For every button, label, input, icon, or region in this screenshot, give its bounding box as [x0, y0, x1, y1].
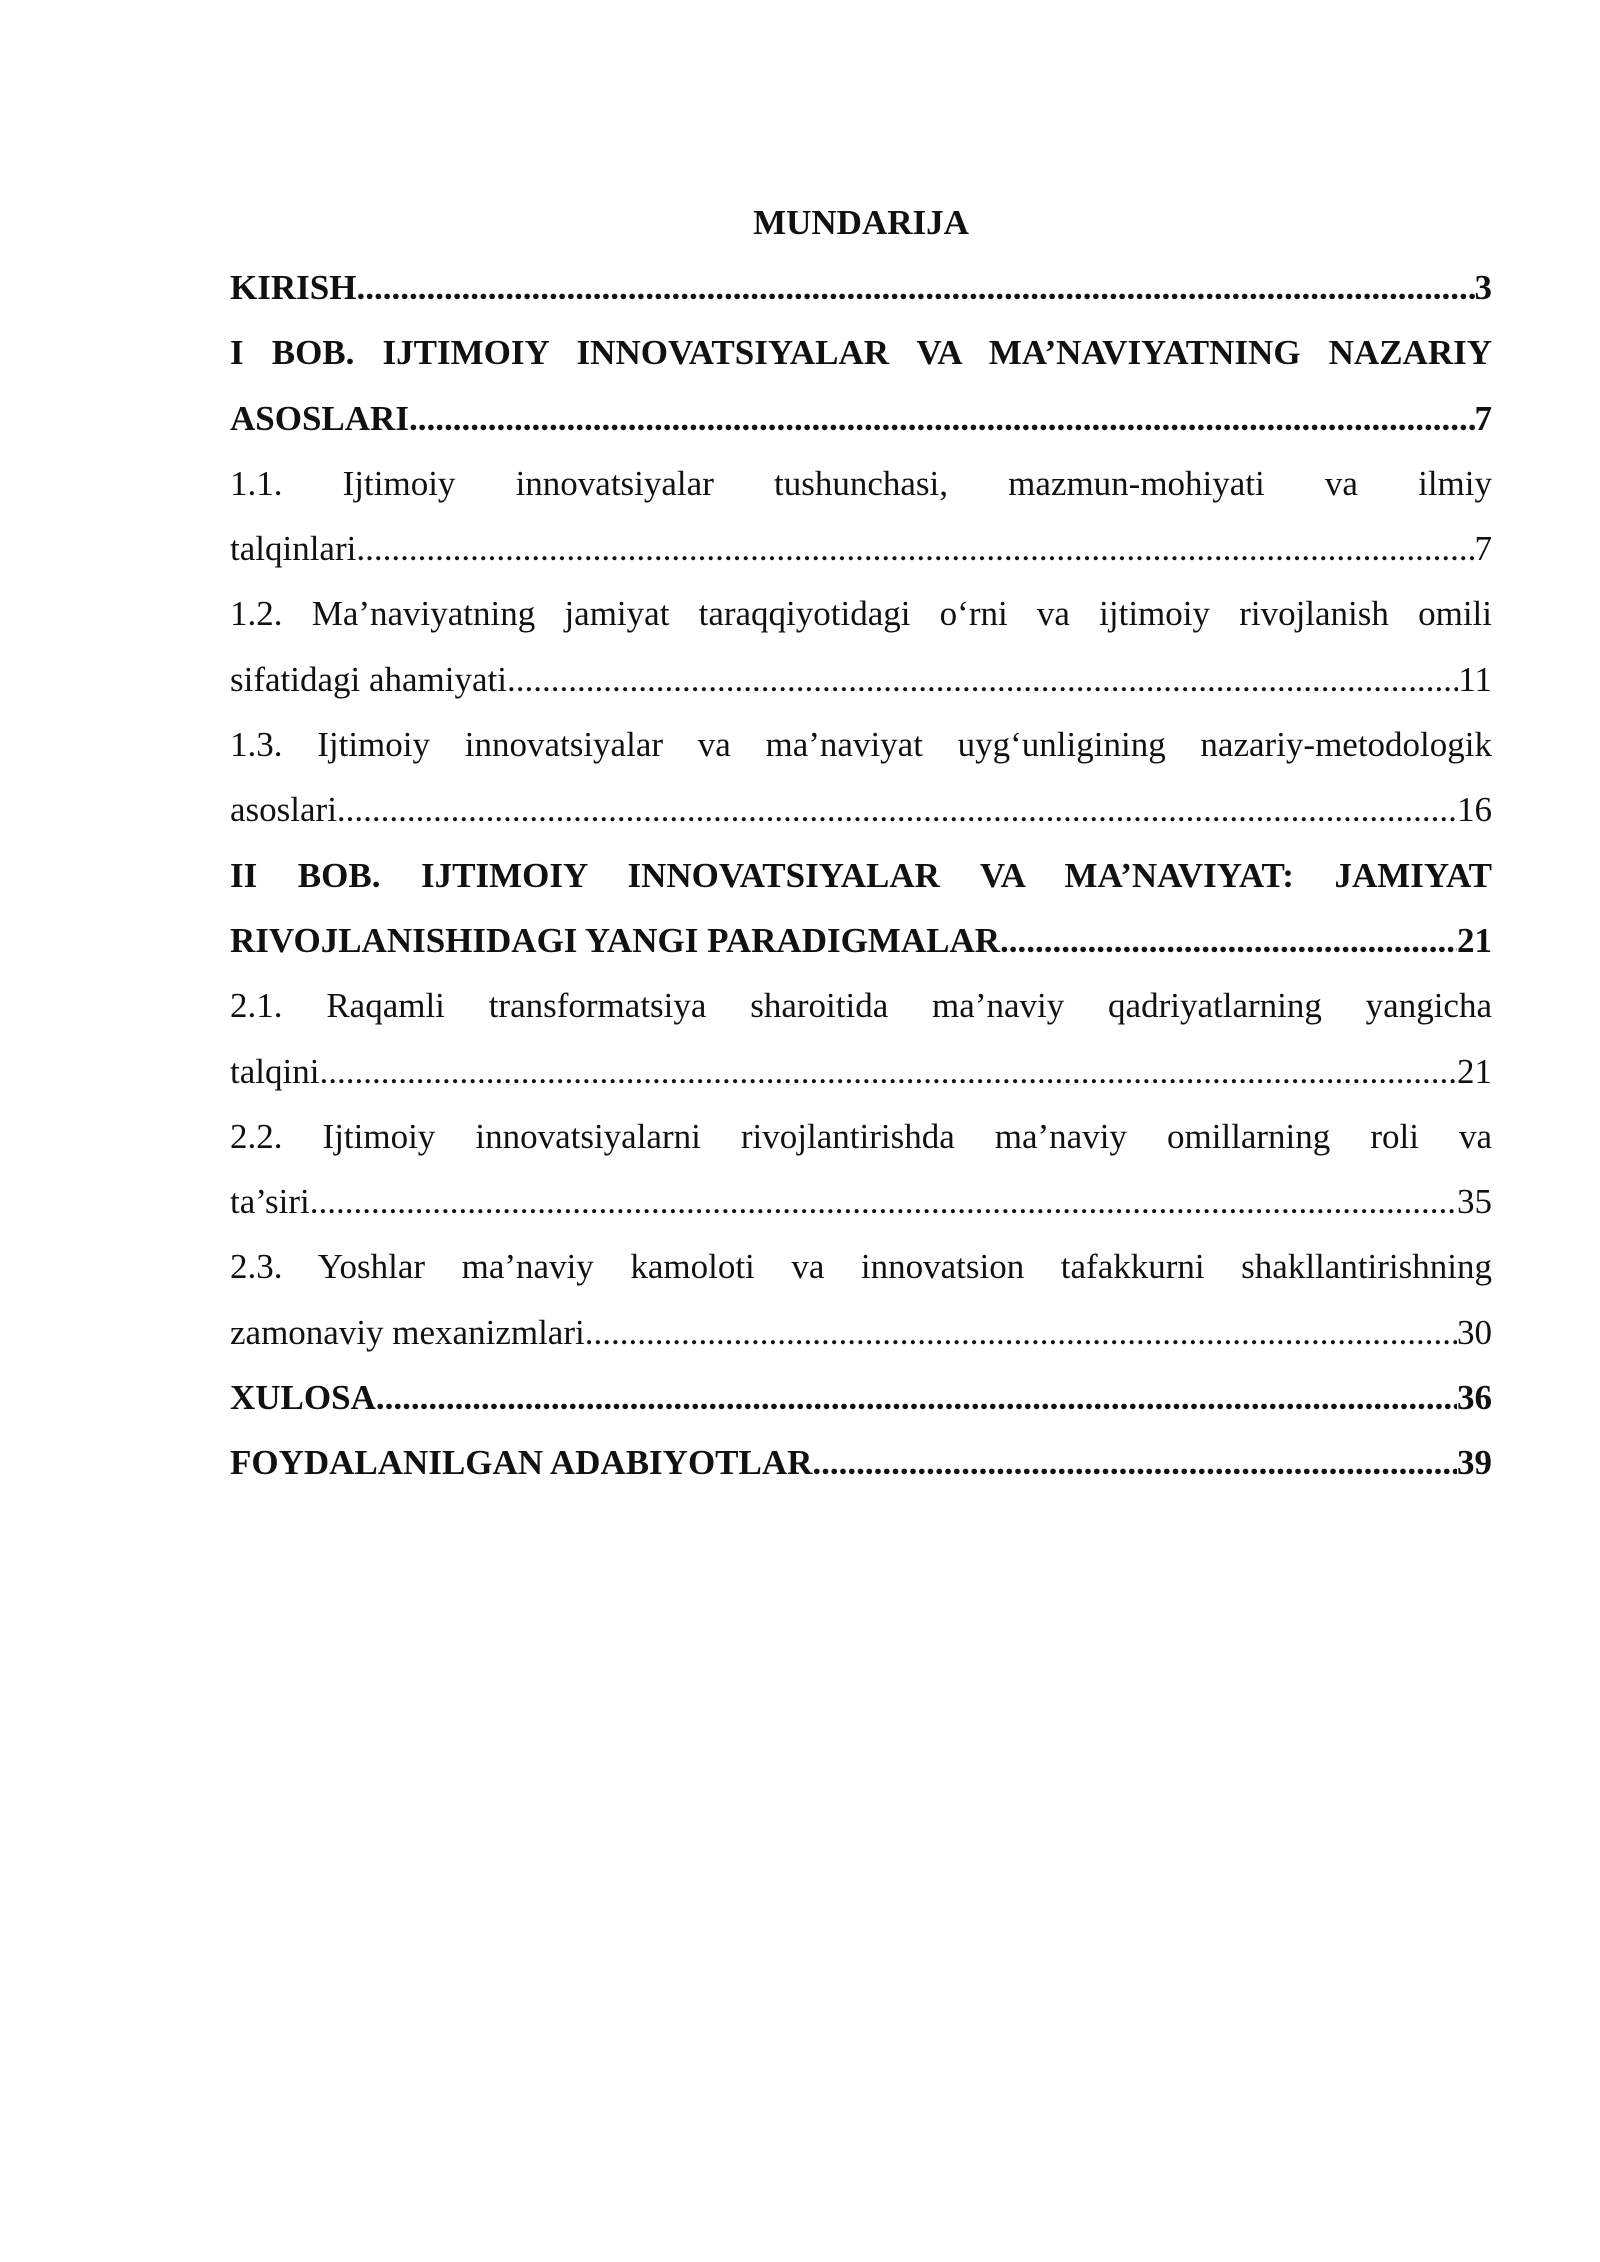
toc-entry-leader-line — [230, 647, 1492, 712]
dot-leader — [337, 777, 1457, 842]
toc-entry-title-end: talqinlari — [230, 529, 357, 569]
toc-page-number: 11 — [1458, 659, 1492, 699]
toc-entry-title-end: zamonaviy mexanizmlari — [230, 1312, 585, 1352]
toc-entry[interactable] — [230, 451, 1492, 582]
toc-entry-title-line: 2.2. Ijtimoiy innovatsiyalarni rivojlantirishda ma’naviy omillarning roli va — [230, 1116, 1492, 1156]
toc-title: MUNDARIJA — [753, 203, 969, 242]
toc-page-number: 36 — [1457, 1378, 1492, 1418]
toc-entry-leader-line — [230, 255, 1492, 320]
toc-entry-leader-line — [230, 777, 1492, 842]
dot-leader — [409, 386, 1475, 451]
toc-entry-title-line: 2.1. Raqamli transformatsiya sharoitida ma’naviy qadriyatlarning yangicha — [230, 986, 1492, 1026]
toc-entry[interactable] — [230, 1430, 1492, 1495]
dot-leader — [812, 1430, 1457, 1495]
toc-entry-leader-line — [230, 908, 1492, 973]
toc-entry[interactable] — [230, 973, 1492, 1104]
toc-page-number: 21 — [1457, 1051, 1492, 1091]
toc-page-number: 21 — [1457, 920, 1492, 960]
dot-leader — [356, 255, 1474, 320]
toc-entry-title-line: 1.1. Ijtimoiy innovatsiyalar tushunchasi, mazmun-mohiyati va ilmiy — [230, 463, 1492, 503]
toc-entry[interactable] — [230, 1234, 1492, 1365]
toc-entry[interactable] — [230, 1365, 1492, 1430]
toc-entry[interactable] — [230, 320, 1492, 451]
toc-entry-leader-line — [230, 386, 1492, 451]
toc-entry-title-end: talqini — [230, 1051, 320, 1091]
toc-entry-title-end: sifatidagi ahamiyati — [230, 659, 507, 699]
toc-entry-title-end: asoslari — [230, 790, 337, 830]
toc-entry-leader-line — [230, 1300, 1492, 1365]
toc-entry-title-end: ASOSLARI — [230, 398, 409, 438]
toc-entry-leader-line — [230, 1430, 1492, 1495]
dot-leader — [1000, 908, 1457, 973]
toc-entry-leader-line — [230, 516, 1492, 581]
toc-list — [230, 255, 1492, 1496]
dot-leader — [310, 1169, 1457, 1234]
toc-entry[interactable] — [230, 1104, 1492, 1235]
toc-entry[interactable] — [230, 712, 1492, 843]
toc-entry-title-line: 1.2. Ma’naviyatning jamiyat taraqqiyotidagi o‘rni va ijtimoiy rivojlanish omili — [230, 594, 1492, 634]
toc-entry-title-end: ta’siri — [230, 1182, 310, 1222]
toc-entry-title-end: XULOSA — [230, 1378, 376, 1418]
toc-page-number: 30 — [1457, 1312, 1492, 1352]
toc-entry-leader-line — [230, 1169, 1492, 1234]
toc-entry-title-line: I BOB. IJTIMOIY INNOVATSIYALAR VA MA’NAVIYATNING NAZARIY — [230, 333, 1492, 373]
dot-leader — [356, 516, 1474, 581]
toc-entry-title-end: RIVOJLANISHIDAGI YANGI PARADIGMALAR — [230, 920, 1001, 960]
toc-entry-leader-line — [230, 1039, 1492, 1104]
toc-page-number: 16 — [1457, 790, 1492, 830]
toc-entry-title-end: FOYDALANILGAN ADABIYOTLAR — [230, 1443, 813, 1483]
toc-entry-title-line: 2.3. Yoshlar ma’naviy kamoloti va innovatsion tafakkurni shakllantirishning — [230, 1247, 1492, 1287]
toc-entry[interactable] — [230, 581, 1492, 712]
toc-entry[interactable] — [230, 843, 1492, 974]
toc-entry-title-end: KIRISH — [230, 268, 357, 307]
dot-leader — [507, 647, 1458, 712]
toc-entry[interactable] — [230, 255, 1492, 320]
dot-leader — [319, 1039, 1457, 1104]
dot-leader — [376, 1365, 1457, 1430]
dot-leader — [585, 1300, 1457, 1365]
toc-entry-title-line: II BOB. IJTIMOIY INNOVATSIYALAR VA MA’NAVIYAT: JAMIYAT — [230, 855, 1492, 895]
toc-page-number: 7 — [1474, 398, 1492, 438]
toc-page-number: 39 — [1457, 1443, 1492, 1483]
toc-page-number: 3 — [1474, 268, 1492, 307]
toc-entry-leader-line — [230, 1365, 1492, 1430]
toc-page-number: 35 — [1457, 1182, 1492, 1222]
toc-entry-title-line: 1.3. Ijtimoiy innovatsiyalar va ma’naviyat uyg‘unligining nazariy-metodologik — [230, 725, 1492, 765]
table-of-contents — [230, 190, 1492, 1496]
toc-page-number: 7 — [1474, 529, 1492, 569]
